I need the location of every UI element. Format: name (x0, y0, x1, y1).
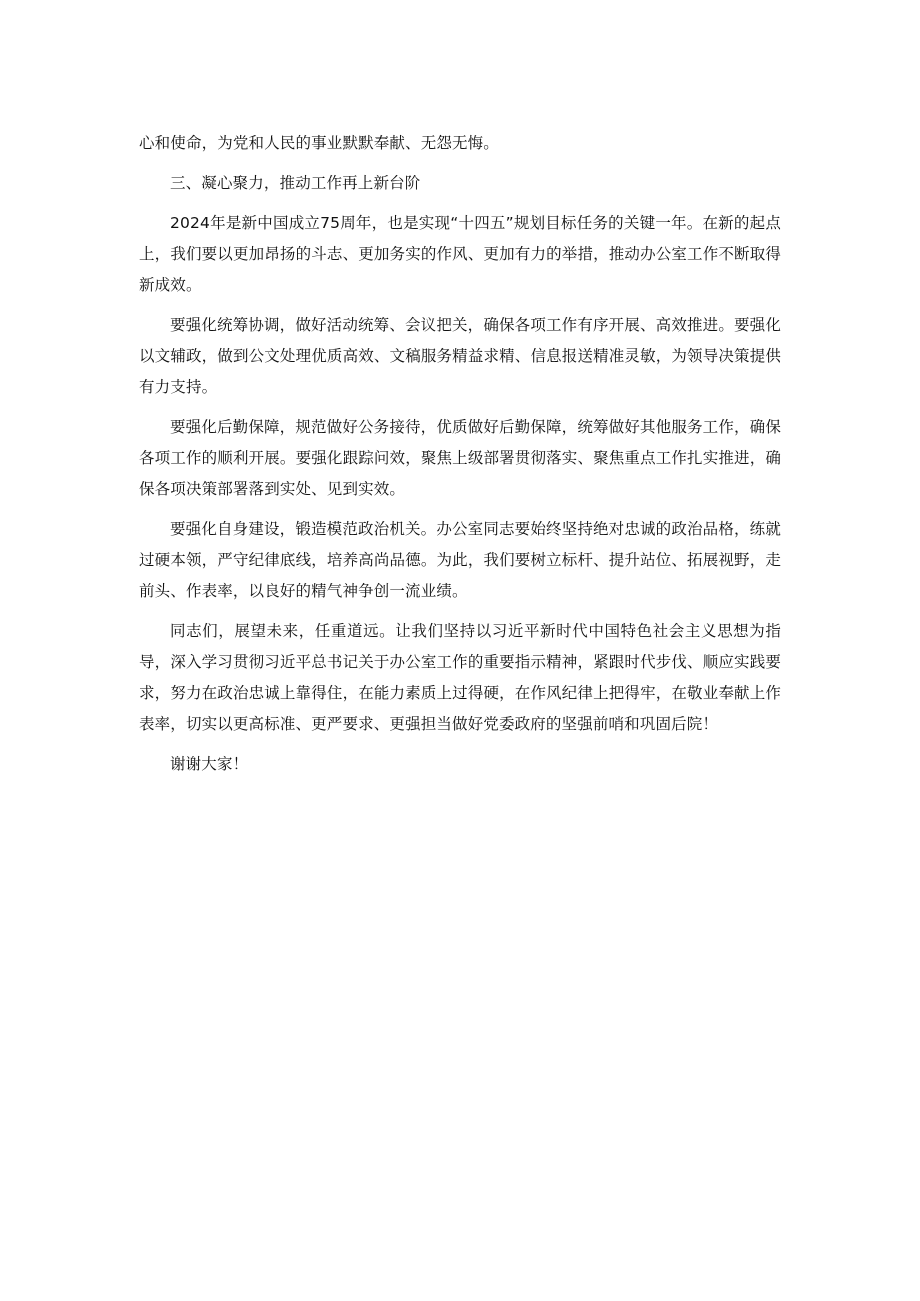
paragraph-continuation: 心和使命，为党和人民的事业默默奉献、无怨无悔。 (139, 134, 499, 152)
document-body (139, 128, 781, 789)
paragraph: 2024年是新中国成立75周年，也是实现“十四五”规划目标任务的关键一年。在新的起点上，我们要以更加昂扬的斗志、更加务实的作风、更加有力的举措，推动办公室工作不断取得新成效。 (139, 214, 781, 294)
paragraph: 要强化自身建设，锻造模范政治机关。办公室同志要始终坚持绝对忠诚的政治品格，练就过硬本领，严守纪律底线，培养高尚品德。为此，我们要树立标杆、提升站位、拓展视野，走前头、作表率，以良好的精气神争创一流业绩。 (139, 520, 781, 600)
paragraph: 要强化后勤保障，规范做好公务接待，优质做好后勤保障，统筹做好其他服务工作，确保各项工作的顺利开展。要强化跟踪问效，聚焦上级部署贯彻落实、聚焦重点工作扎实推进，确保各项决策部署落到实处、见到实效。 (139, 418, 781, 498)
closing-remark: 谢谢大家！ (170, 755, 249, 773)
paragraph: 同志们，展望未来，任重道远。让我们坚持以习近平新时代中国特色社会主义思想为指导，深入学习贯彻习近平总书记关于办公室工作的重要指示精神，紧跟时代步伐、顺应实践要求，努力在政治忠诚上靠得住，在能力素质上过得硬，在作风纪律上把得牢，在敬业奉献上作表率，切实以更高标准、更严要求、更强担当做好党委政府的坚强前哨和巩固后院！ (139, 622, 781, 733)
section-heading: 三、凝心聚力，推动工作再上新台阶 (170, 174, 421, 192)
paragraph: 要强化统筹协调，做好活动统筹、会议把关，确保各项工作有序开展、高效推进。要强化以文辅政，做到公文处理优质高效、文稿服务精益求精、信息报送精准灵敏，为领导决策提供有力支持。 (139, 316, 781, 396)
